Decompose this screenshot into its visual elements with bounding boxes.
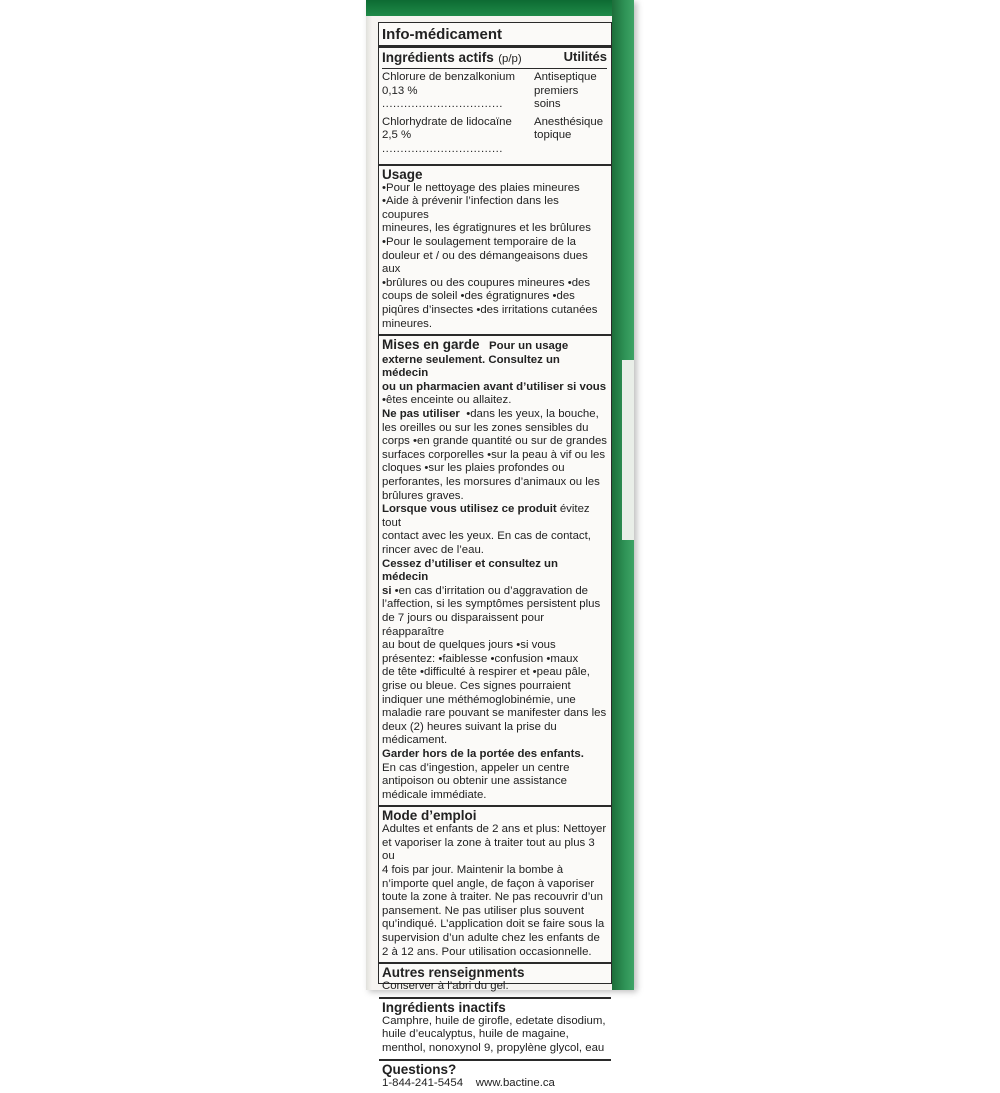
panel-title: Info-médicament	[382, 26, 503, 43]
active-ingredients-heading: Ingrédients actifs	[382, 50, 494, 65]
text-line: mineures.	[382, 317, 433, 330]
text-line: •Aide à prévenir l’infection dans les coupures	[382, 195, 559, 221]
text-line: surfaces corporelles •sur la peau à vif ou les	[382, 448, 606, 461]
text-line: de 7 jours ou disparaissent pour réapparaître	[382, 611, 545, 638]
text-line: médicament.	[382, 734, 448, 747]
active-ingredients-unit: (p/p)	[498, 53, 522, 65]
when-using-label: Lorsque vous utilisez ce produit	[382, 503, 557, 516]
inactive-ingredients-heading: Ingrédients inactifs	[382, 999, 506, 1015]
text-line: maladie rare pouvant se manifester dans les	[382, 707, 607, 720]
ingredient-use: Anesthésique	[534, 115, 604, 128]
text-line: au bout de quelques jours •si vous	[382, 639, 556, 652]
text-line: deux (2) heures suivant la prise du	[382, 720, 557, 733]
ingredient-name: Chlorure de benzalkonium	[382, 71, 515, 83]
text-line: de tête •difficulté à respirer et •peau pâle,	[382, 666, 590, 679]
ingredient-row	[382, 71, 607, 112]
stop-use-label: Cessez d’utiliser et consultez un médecin	[382, 557, 558, 584]
text-line: les oreilles ou sur les zones sensibles du	[382, 421, 589, 434]
text-line: En cas d’ingestion, appeler un centre	[382, 761, 570, 774]
package-band-cutout	[622, 360, 634, 540]
text-line: 2 à 12 ans. Pour utilisation occasionnelle.	[382, 945, 592, 958]
phone-number: 1-844-241-5454	[382, 1076, 464, 1089]
text-line: •Pour le nettoyage des plaies mineures	[382, 181, 580, 194]
do-not-use-label: Ne pas utiliser	[382, 408, 460, 421]
other-info-section	[379, 964, 611, 999]
package-green-top-band	[366, 0, 634, 16]
text-line: piqûres d’insectes •des irritations cutanées	[382, 303, 598, 316]
text-line: toute la zone à traiter. Ne pas recouvrir d’un	[382, 891, 603, 904]
package-edge-left	[366, 10, 372, 990]
warnings-intro: ou un pharmacien avant d’utiliser si vous	[382, 380, 607, 393]
text-line: indiquer une méthémoglobinémie, une	[382, 693, 576, 706]
text-line: Conserver à l’abri du gel.	[382, 980, 509, 993]
usage-section	[379, 166, 611, 337]
active-ingredients-section	[379, 48, 611, 166]
text-line: corps •en grande quantité ou sur de grandes	[382, 435, 607, 448]
text-line: brûlures graves.	[382, 489, 464, 502]
keep-out-of-reach-label: Garder hors de la portée des enfants.	[382, 747, 584, 760]
text-line: supervision d’un adulte chez les enfants de	[382, 932, 600, 945]
active-ingredients-header	[382, 49, 607, 69]
text-line: 4 fois par jour. Maintenir la bombe à	[382, 864, 564, 877]
warnings-intro: externe seulement. Consultez un médecin	[382, 353, 560, 380]
ingredient-use: premiers soins	[534, 84, 579, 111]
drug-facts-panel	[378, 22, 612, 1089]
uses-heading: Utilités	[563, 49, 607, 64]
text-line: grise ou bleue. Ces signes pourraient	[382, 679, 571, 692]
text-line: médicale immédiate.	[382, 788, 487, 801]
text-line: •êtes enceinte ou allaitez.	[382, 394, 512, 407]
usage-heading: Usage	[382, 166, 423, 182]
text-line: mineures, les égratignures et les brûlures	[382, 222, 591, 235]
ingredient-use: topique	[534, 129, 572, 142]
ingredient-name: Chlorhydrate de lidocaïne	[382, 115, 512, 128]
website: www.bactine.ca	[475, 1076, 555, 1089]
warnings-section	[379, 336, 611, 807]
text-line: •en cas d’irritation ou d’aggravation de	[391, 584, 588, 597]
text-line: cloques •sur les plaies profondes ou	[382, 462, 565, 475]
text-line: coups de soleil •des égratignures •des	[382, 290, 575, 303]
text-line: l’affection, si les symptômes persistent plus	[382, 598, 601, 611]
text-line: Adultes et enfants de 2 ans et plus: Nettoyer	[382, 823, 607, 836]
drug-facts-title-bar	[379, 23, 611, 48]
ingredient-amount: 0,13 %	[382, 84, 418, 97]
text-line: antipoison ou obtenir une assistance	[382, 775, 567, 788]
ingredient-amount: 2,5 %	[382, 129, 412, 142]
text-line: présentez: •faiblesse •confusion •maux	[382, 652, 579, 665]
text-line: menthol, nonoxynol 9, propylène glycol, eau	[382, 1042, 605, 1054]
active-ingredients-heading-group	[382, 49, 522, 67]
warnings-intro: Pour un usage	[489, 340, 569, 353]
text-line: •Pour le soulagement temporaire de la	[382, 235, 576, 248]
questions-heading: Questions?	[382, 1061, 457, 1077]
ingredient-row	[382, 116, 607, 157]
text-line: et vaporiser la zone à traiter tout au plus 3 ou	[382, 836, 595, 863]
text-line: contact avec les yeux. En cas de contact,	[382, 530, 591, 543]
ingredient-dot-leader: .................................	[382, 142, 503, 155]
text-line: perforantes, les morsures d’animaux ou les	[382, 476, 600, 489]
text-line: Camphre, huile de girofle, edetate disodium,	[382, 1014, 606, 1027]
directions-heading: Mode d’emploi	[382, 808, 477, 824]
ingredient-dot-leader: .................................	[382, 98, 503, 111]
text-line: pansement. Ne pas utiliser plus souvent	[382, 904, 584, 917]
stop-use-label: si	[382, 584, 392, 597]
directions-section	[379, 807, 611, 964]
text-line: •brûlures ou des coupures mineures •des	[382, 276, 591, 289]
package-green-right-band	[612, 0, 634, 990]
text-line: huile d’eucalyptus, huile de magaine,	[382, 1028, 569, 1041]
warnings-heading: Mises en garde	[382, 337, 480, 353]
text-line: •dans les yeux, la bouche,	[466, 408, 599, 421]
text-line: qu’indiqué. L’application doit se faire sous la	[382, 918, 605, 931]
usage-text	[382, 182, 607, 332]
text-line: évitez tout	[382, 503, 590, 529]
text-line: n’importe quel angle, de façon à vaporiser	[382, 877, 595, 890]
other-info-heading: Autres renseignments	[382, 965, 525, 981]
inactive-ingredients-section	[379, 999, 611, 1061]
ingredient-use: Antiseptique	[534, 71, 597, 83]
text-line: douleur et / ou des démangeaisons dues aux	[382, 249, 588, 276]
text-line: rincer avec de l’eau.	[382, 544, 484, 556]
questions-section	[379, 1061, 611, 1093]
